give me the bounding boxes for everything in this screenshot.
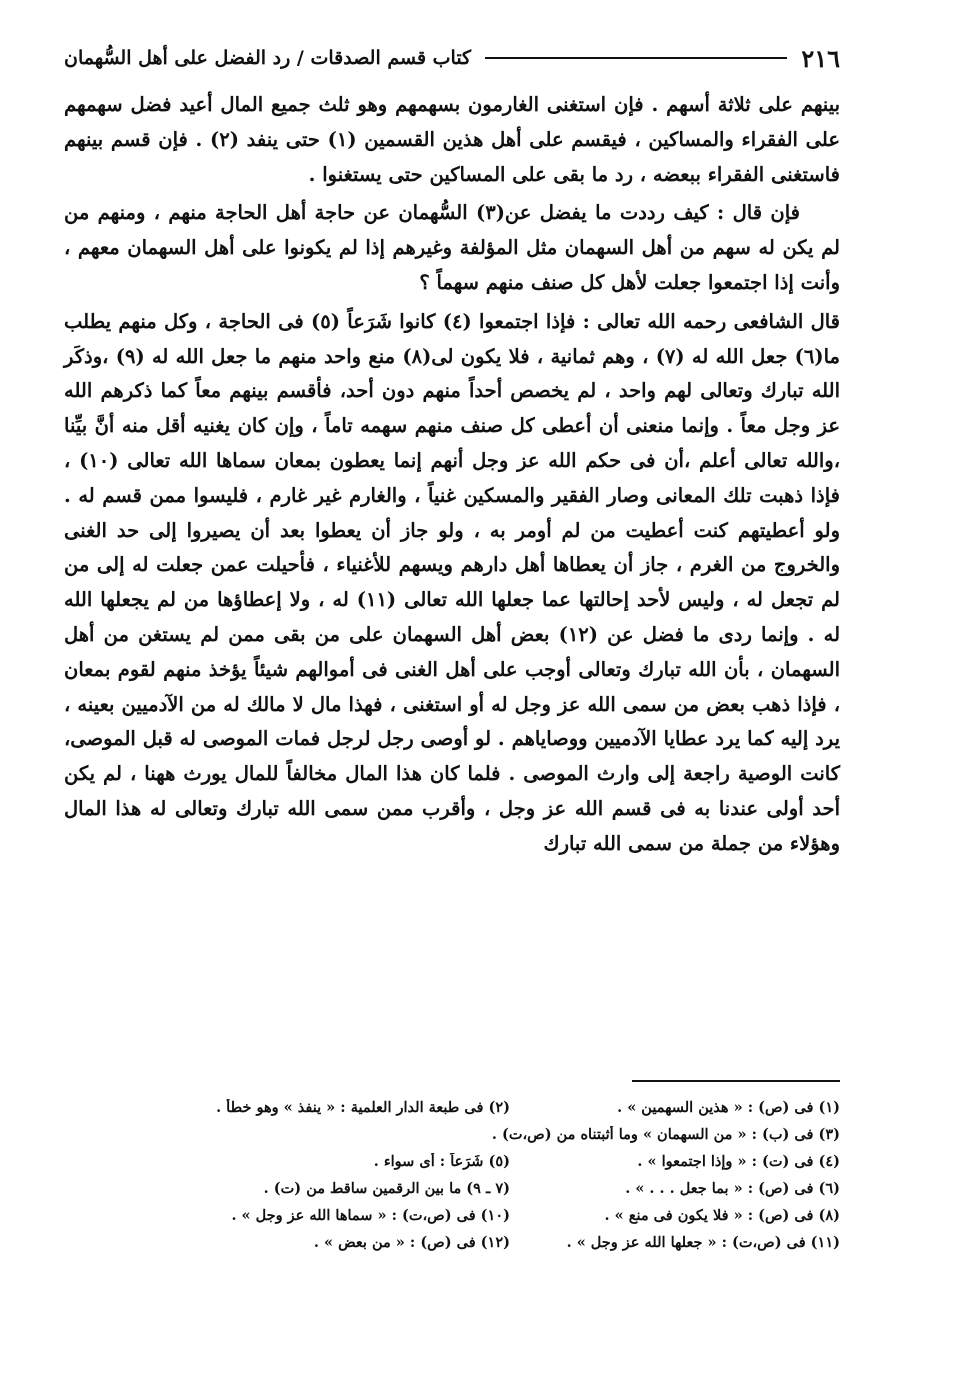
footnote-row — [64, 1121, 840, 1148]
paragraph-text: بينهم على ثلاثة أسهم . فإن استغنى الغارمون بسهمهم وهو ثلث جميع المال أعيد فضل سهمهم على الفقراء والمساكين ، فيقسم على أهل هذين القسمين (١) حتى ينفد (٢) . فإن قسم بينهم فاستغنى الفقراء ببعضه ، رد ما بقى على المساكين حتى يستغنوا . — [64, 93, 840, 186]
book-page — [64, 36, 840, 1356]
footnote: (٥) شَرَعاً : أى سواء . — [373, 1153, 510, 1170]
paragraph — [64, 196, 840, 300]
footnote-row — [64, 1148, 840, 1175]
paragraph — [64, 88, 840, 192]
speaker-label: قال الشافعى — [733, 309, 841, 333]
paragraph-text: رحمه الله تعالى : فإذا اجتمعوا (٤) كانوا شَرَعاً (٥) فى الحاجة ، وكل منهم يطلب ما(٦) جعل الله له (٧) ، وهم ثمانية ، فلا يكون لى(٨) منع واحد منهم ما جعل الله له (٩) ،وذكَر الله تبارك وتعالى لهم واحد ، لم يخصص أحداً منهم دون أحد، فأقسم بينهم معاً كما ذكرهم الله عز وجل معاً . وإنما منعنى أن أعطى كل صنف منهم سهمه تاماً ، وإن كان يغنيه أقل منه أنَّ بيِّنا ،والله تعالى أعلم ،أن فى حكم الله عز وجل أنهم إنما يعطون بمعان سماها الله تعالى (١٠) ، فإذا ذهبت تلك المعانى وصار الفقير والمسكين غنياً ، والغارم غير غارم ، فليسوا ممن قسم له . ولو أعطيتهم كنت أعطيت من لم أومر به ، ولو جاز أن يعطوا بعد أن يصيروا إلى حد الغنى والخروج من الغرم ، جاز أن يعطاها أهل دارهم ويسهم للأغنياء ، فأحيلت عمن جعلت له إلى من لم تجعل له ، وليس لأحد إحالتها عما جعلها الله تعالى (١١) له ، ولا إعطاؤها من لم يجعلها الله له . وإنما ردى ما فضل عن (١٢) بعض أهل السهمان على من بقى ممن لم يستغن من أهل السهمان ، بأن الله تبارك وتعالى أوجب على أهل الغنى فى أموالهم شيئاً يؤخذ منهم لقوم بمعان ، فإذا ذهب بعض من سمى الله عز وجل له أو استغنى ، فهذا مال لا مالك له من الآدميين بعينه ، يرد إليه كما يرد عطايا الآدميين ووصاياهم . لو أوصى رجل لرجل فمات الموصى له قبل الموصى، كانت الوصية راجعة إلى وارث الموصى . فلما كان هذا المال مخالفاً للمال يورث ههنا ، لم يكن أحد أولى عندنا به فى قسم الله عز وجل ، وأقرب ممن سمى الله تبارك وتعالى له هذا المال وهؤلاء من جملة من سمى الله تبارك — [64, 309, 841, 855]
page-header — [64, 36, 840, 80]
footnote: (١٠) فى (ص،ت) : « سماها الله عز وجل » . — [231, 1207, 510, 1224]
footnote: (٤) فى (ت) : « وإذا اجتمعوا » . — [637, 1153, 840, 1170]
footnote: (٦) فى (ص) : « بما جعل . . . » . — [625, 1180, 840, 1197]
footnote: (٢) فى طبعة الدار العلمية : « ينفذ » وهو خطأ . — [216, 1099, 510, 1116]
footnote: (١) فى (ص) : « هذين السهمين » . — [617, 1099, 840, 1116]
footnotes — [64, 1094, 840, 1256]
footnote-divider — [632, 1080, 840, 1082]
header-rule — [485, 57, 787, 59]
footnote: (٧ ـ ٩) ما بين الرقمين ساقط من (ت) . — [263, 1180, 510, 1197]
footnote: (١١) فى (ص،ت) : « جعلها الله عز وجل » . — [566, 1234, 840, 1251]
footnote-row — [64, 1229, 840, 1256]
footnote: (٨) فى (ص) : « فلا يكون فى منع » . — [604, 1207, 840, 1224]
paragraph — [64, 305, 840, 862]
footnote: (٣) فى (ب) : « من السهمان » وما أثبتناه من (ص،ت) . — [491, 1126, 840, 1143]
page-number: ٢١٦ — [801, 43, 840, 73]
running-title: كتاب قسم الصدقات / رد الفضل على أهل السُّهمان — [64, 47, 472, 69]
paragraph-text: فإن قال : كيف رددت ما يفضل عن(٣) السُّهمان عن حاجة أهل الحاجة منهم ، ومنهم من لم يكن له سهم من أهل السهمان مثل المؤلفة وغيرهم إذا لم يكونوا على أهل السهمان معهم ، وأنت إذا اجتمعوا جعلت لأهل كل صنف منهم سهماً ؟ — [64, 201, 840, 294]
main-text — [64, 88, 840, 866]
footnote-row — [64, 1094, 840, 1121]
footnote-row — [64, 1202, 840, 1229]
footnote-row — [64, 1175, 840, 1202]
footnote: (١٢) فى (ص) : « من بعض » . — [313, 1234, 510, 1251]
